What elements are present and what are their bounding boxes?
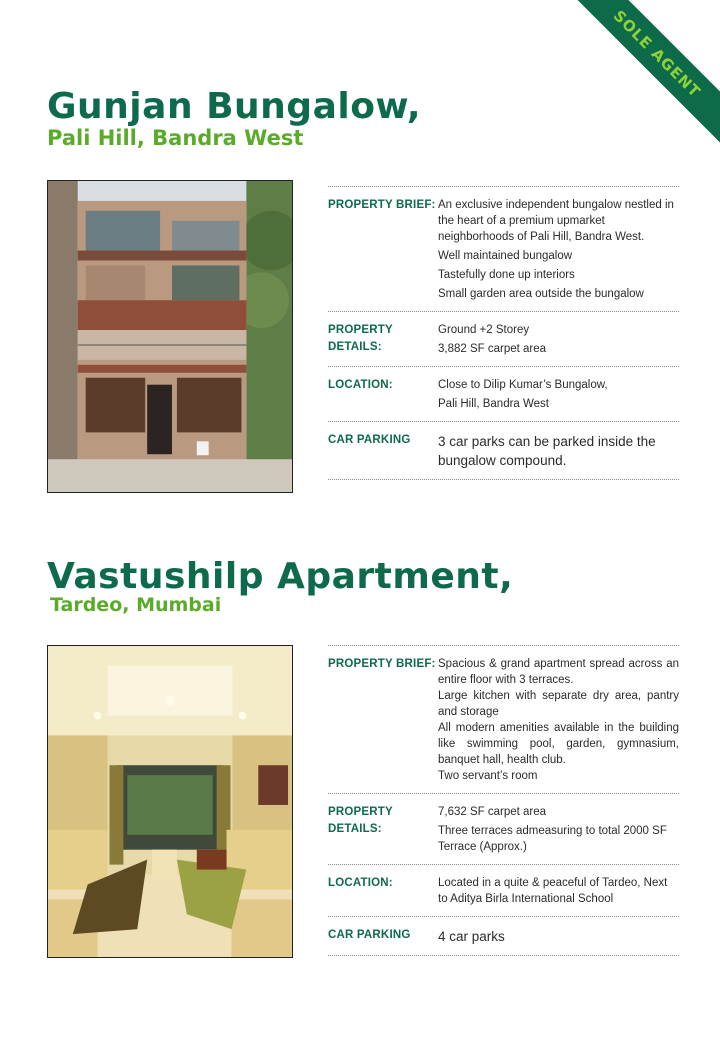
apartment-photo: [47, 645, 293, 958]
bungalow-photo: [47, 180, 293, 493]
property-subtitle: Tardeo, Mumbai: [50, 594, 222, 616]
property-title: Gunjan Bungalow,: [47, 86, 422, 127]
row-value: [438, 927, 679, 946]
property-brief-row: [328, 186, 679, 311]
car-parking-row: [328, 916, 679, 956]
sole-agent-label: SOLE AGENT: [570, 0, 720, 148]
value-line: An exclusive independent bungalow nestled in the heart of a premium upmarket neighborhoods of Pali Hill, Bandra West.: [438, 199, 674, 243]
value-line: Pali Hill, Bandra West: [438, 398, 549, 410]
location-row: [328, 864, 679, 916]
property-title: Vastushilp Apartment,: [47, 556, 514, 597]
location-row: [328, 366, 679, 421]
sole-agent-ribbon: [570, 0, 720, 150]
value-line: Three terraces admeasuring to total 2000 SF Terrace (Approx.): [438, 825, 667, 853]
property-details-row: [328, 311, 679, 366]
property-subtitle: Pali Hill, Bandra West: [47, 126, 304, 150]
value-line: Ground +2 Storey: [438, 324, 530, 336]
row-value: [438, 197, 679, 302]
row-label: PROPERTY DETAILS:: [328, 324, 393, 353]
value-line: 3,882 SF carpet area: [438, 343, 547, 355]
value-line: All modern amenities available in the building like swimming pool, garden, gymnasium, banquet hall, health club.: [438, 722, 679, 766]
car-parking-row: [328, 421, 679, 480]
row-value: [438, 432, 679, 470]
row-value: [438, 322, 679, 357]
value-line: Large kitchen with separate dry area, pantry and storage: [438, 690, 679, 718]
value-line: 3 car parks can be parked inside the bungalow compound.: [438, 434, 656, 468]
property-brief-row: [328, 645, 679, 793]
row-label: PROPERTY DETAILS:: [328, 806, 393, 835]
row-label: LOCATION:: [328, 379, 393, 391]
value-line: Small garden area outside the bungalow: [438, 288, 644, 300]
value-line: Well maintained bungalow: [438, 250, 573, 262]
row-label: CAR PARKING: [328, 929, 411, 941]
row-label: PROPERTY BRIEF:: [328, 658, 436, 670]
row-value: [438, 875, 679, 907]
row-value: [438, 656, 679, 784]
value-line: 7,632 SF carpet area: [438, 806, 547, 818]
row-value: [438, 377, 679, 412]
value-line: 4 car parks: [438, 929, 505, 944]
property-details-table: [328, 186, 679, 480]
value-line: Tastefully done up interiors: [438, 269, 575, 281]
value-line: Close to Dilip Kumar’s Bungalow,: [438, 379, 608, 391]
row-label: CAR PARKING: [328, 434, 411, 446]
value-line: Located in a quite & peaceful of Tardeo, Next to Aditya Birla International School: [438, 877, 668, 905]
row-label: LOCATION:: [328, 877, 393, 889]
row-label: PROPERTY BRIEF:: [328, 199, 436, 211]
value-line: Two servant’s room: [438, 770, 538, 782]
apartment-living-room-photo-icon: [48, 646, 292, 957]
row-value: [438, 804, 679, 855]
value-line: Spacious & grand apartment spread across an entire floor with 3 terraces.: [438, 658, 679, 686]
bungalow-facade-photo-icon: [48, 181, 292, 492]
property-details-table: [328, 645, 679, 956]
property-details-row: [328, 793, 679, 864]
